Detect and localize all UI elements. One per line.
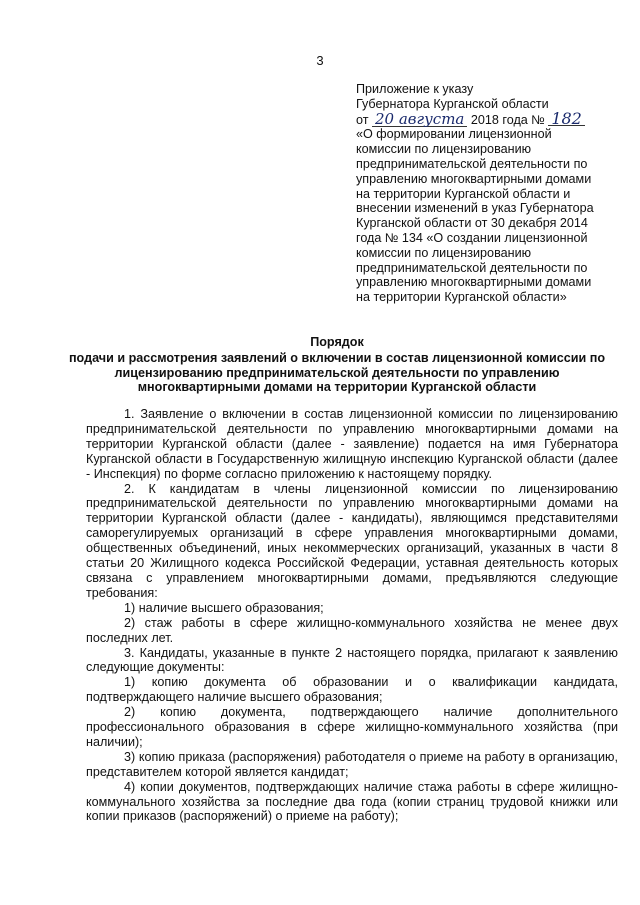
appendix-line-1: Приложение к указу (356, 82, 474, 96)
appendix-date-line (356, 108, 616, 128)
decree-line: Курганской области от 30 декабря 2014 (356, 216, 588, 231)
decree-line: на территории Курганской области» (356, 290, 567, 305)
document-title-block (56, 335, 618, 395)
decree-line: управлению многоквартирными домами (356, 275, 592, 290)
decree-line: предпринимательской деятельности по (356, 156, 588, 171)
handwritten-date: 20 августа (372, 113, 467, 127)
paragraph: 3. Кандидаты, указанные в пункте 2 настоящего порядка, прилагают к заявлению следующие документы: (86, 645, 618, 675)
appendix-header (356, 82, 616, 305)
decree-line: комиссии по лицензированию (356, 142, 532, 157)
document-body (86, 407, 618, 824)
decree-line: года № 134 «О создании лицензионной (356, 230, 588, 245)
decree-line: внесении изменений в указ Губернатора (356, 201, 594, 216)
appendix-line-2: Губернатора Курганской области (356, 96, 549, 111)
list-item: 3) копию приказа (распоряжения) работодателя о приеме на работу в организацию, представителем которой является кандидат; (86, 749, 618, 779)
list-item: 2) копию документа, подтверждающего наличие дополнительного профессионального образования в сфере жилищно-коммунального хозяйства (при наличии); (86, 705, 618, 749)
decree-line: управлению многоквартирными домами (356, 171, 592, 186)
decree-line: предпринимательской деятельности по (356, 260, 588, 275)
list-item: 1) копию документа об образовании и о квалификации кандидата, подтверждающего наличие высшего образования; (86, 675, 618, 705)
decree-line: на территории Курганской области и (356, 186, 571, 201)
document-title: Порядок (310, 335, 364, 349)
decree-line: «О формировании лицензионной (356, 127, 552, 142)
list-item: 4) копии документов, подтверждающих наличие стажа работы в сфере жилищно-коммунального хозяйства за последние два года (копии страниц трудовой книжки или копии приказов (распоряжений) о приеме на работу); (86, 779, 618, 824)
document-subtitle: подачи и рассмотрения заявлений о включении в состав лицензионной комиссии по лицензированию предпринимательской деятельности по управлению многоквартирными домами на территории Курганской области (68, 350, 606, 395)
decree-line: комиссии по лицензированию (356, 245, 532, 260)
page-number: 3 (316, 53, 324, 68)
date-prefix: от (356, 112, 369, 127)
paragraph: 1. Заявление о включении в состав лицензионной комиссии по лицензированию предпринимательской деятельности по управлению многоквартирными домами на территории Курганской области (далее - заявление) подается на имя Губернатора Курганской области в Государственную жилищную инспекцию Курганской области (далее - Инспекция) по форме согласно приложению к настоящему порядку. (86, 407, 618, 481)
paragraph: 2. К кандидатам в члены лицензионной комиссии по лицензированию предпринимательской деятельности по управлению многоквартирными домами на территории Курганской области (далее - кандидаты), являющимся представителями саморегулируемых организаций в сфере управления многоквартирными домами, общественных объединений, иных некоммерческих организаций, указанных в части 8 статьи 20 Жилищного кодекса Российской Федерации, уставная деятельность которых связана с управлением многоквартирными домами, предъявляются следующие требования: (86, 481, 618, 600)
list-item: 2) стаж работы в сфере жилищно-коммунального хозяйства не менее двух последних лет. (86, 615, 618, 645)
handwritten-number: 182 (548, 112, 585, 126)
list-item: 1) наличие высшего образования; (124, 600, 324, 615)
date-suffix: 2018 года № (470, 112, 545, 127)
